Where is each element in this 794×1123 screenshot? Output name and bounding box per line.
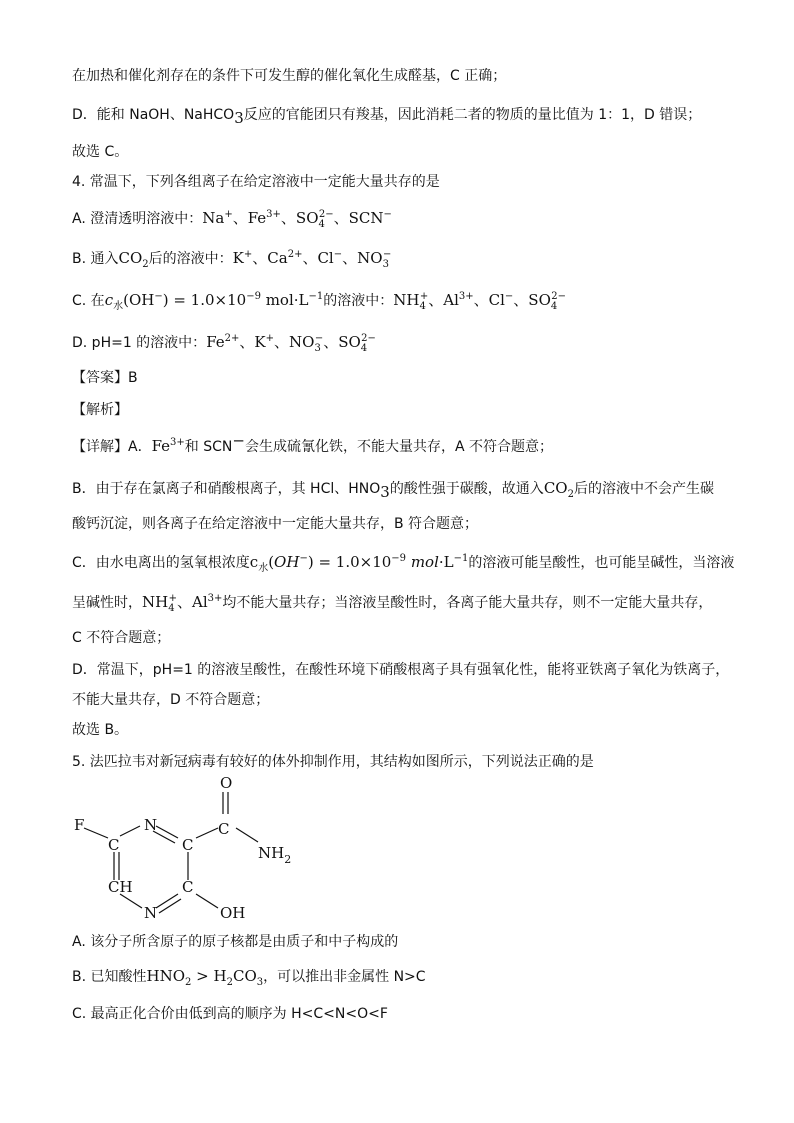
explain-b2: 酸钙沉淀，则各离子在给定溶液中一定能大量共存，B 符合题意； <box>72 516 479 532</box>
explain-b1: B．由于存在氯离子和硝酸根离子，其 HCl、$HNO_3$的酸性强于碳酸，故通入$CO_2$后的溶液中不会产生碳 <box>72 479 714 501</box>
option-c: C. 最高正化合价由低到高的顺序为 H<C<N<O<F <box>72 1006 388 1022</box>
explain-c2: 呈碱性时，$NH_4^+$、$Al^{3+}$均不能大量共存；当溶液呈酸性时，各离子能大量共存，则不一定能大量共存， <box>72 593 713 614</box>
text-line: D．能和 NaOH、NaHCO$_3$反应的官能团只有羧基，因此消耗二者的物质的量比值为 1：1，D 错误； <box>72 107 702 127</box>
answer-tag: 【答案】B <box>72 370 138 386</box>
option-d: D. pH=1 的溶液中：$Fe^{2+}$、K+、$NO_3^-$、$SO_4^{2-}$ <box>72 333 376 354</box>
atom-n-bottom: N <box>144 904 158 922</box>
atom-f: F <box>74 816 85 834</box>
question-stem: 4. 常温下，下列各组离子在给定溶液中一定能大量共存的是 <box>72 174 440 190</box>
atom-ch: CH <box>108 878 133 896</box>
option-a: A. 澄清透明溶液中：Na+、$Fe^{3+}$、$SO_4^{2-}$、SCN− <box>72 209 392 230</box>
atom-o: O <box>220 774 233 792</box>
text-line: 故选 C。 <box>72 144 129 160</box>
explain-d1: D．常温下，pH=1 的溶液呈酸性，在酸性环境下硝酸根离子具有强氧化性，能将亚铁离子氧化为铁离子， <box>72 662 730 678</box>
explain-a: 【详解】A．$Fe^{3+}$和 SCN−会生成硫氰化铁，不能大量共存，A 不符合题意； <box>72 431 553 455</box>
explain-c3: C 不符合题意； <box>72 630 171 646</box>
atom-n-top: N <box>144 816 158 834</box>
favipiravir-structure <box>60 772 320 922</box>
option-c: C. 在$c_水(OH^-) = 1.0\times 10^{-9}$ $mol\cdot L^{-1}$的溶液中：$NH_4^+$、$Al^{3+}$、Cl−、$SO_4^{2-}$ <box>72 291 566 312</box>
explain-c1: C．由水电离出的氢氧根浓度$c_水(OH^-) = 1.0\times 10^{-9}$ $mol\cdot L^{-1}$的溶液可能呈酸性，也可能呈碱性，当溶液 <box>72 553 735 574</box>
atom-nh2: $NH_2$ <box>258 844 292 866</box>
analysis-tag: 【解析】 <box>72 402 128 418</box>
option-a: A. 该分子所含原子的原子核都是由质子和中子构成的 <box>72 934 399 950</box>
option-b: B. 已知酸性$HNO_2 > H_2CO_3$，可以推出非金属性 N>C <box>72 967 426 988</box>
explain-d2: 不能大量共存，D 不符合题意； <box>72 692 270 708</box>
question-stem: 5. 法匹拉韦对新冠病毒有较好的体外抑制作用，其结构如图所示，下列说法正确的是 <box>72 754 594 770</box>
atom-c: C <box>218 820 230 838</box>
atom-c: C <box>108 836 120 854</box>
conclusion: 故选 B。 <box>72 722 129 738</box>
atom-c: C <box>182 878 194 896</box>
text-line: 在加热和催化剂存在的条件下可发生醇的催化氧化生成醛基，C 正确； <box>72 68 507 84</box>
atom-c: C <box>182 836 194 854</box>
atom-oh: OH <box>220 904 246 922</box>
option-b: B. 通入$CO_2$后的溶液中：K+、$Ca^{2+}$、Cl−、$NO_3^-$ <box>72 249 392 270</box>
